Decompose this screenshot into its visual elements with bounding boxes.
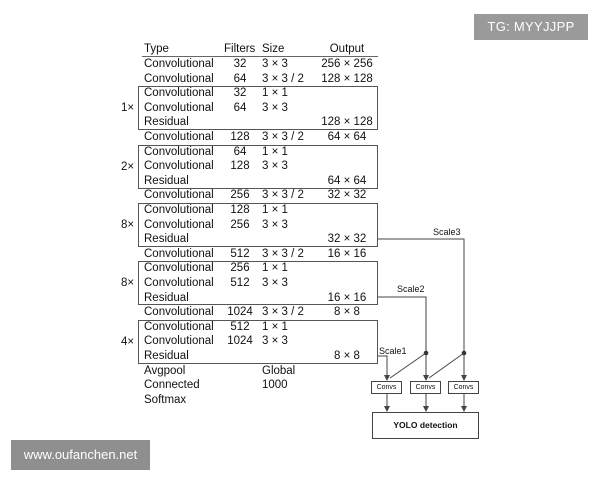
cell-output: 8 × 8 — [334, 306, 360, 319]
scale2-label: Scale2 — [397, 284, 425, 294]
cell-type: Residual — [144, 174, 189, 187]
multiplier-1: 1× — [121, 102, 135, 114]
header-output: Output — [329, 43, 365, 55]
cell-type: Connected — [144, 379, 200, 392]
cell-size: 1 × 1 — [262, 87, 288, 100]
cell-size: 3 × 3 — [262, 101, 288, 114]
multiplier-5: 4× — [121, 336, 135, 348]
cell-filters: 256 — [230, 189, 250, 202]
cell-size: Global — [262, 364, 296, 377]
cell-output: 128 × 128 — [321, 72, 373, 85]
cell-size: 1000 — [262, 379, 288, 392]
yolo-detection-box: YOLO detection — [372, 412, 479, 439]
cell-type: Convolutional — [144, 277, 214, 289]
multiplier-4: 8× — [121, 277, 135, 289]
cell-size: 3 × 3 — [262, 335, 288, 348]
cell-type: Convolutional — [144, 131, 214, 143]
cell-type: Convolutional — [144, 160, 214, 173]
watermark-top-right: TG: MYYJJPP — [474, 14, 588, 40]
cell-type: Convolutional — [144, 145, 214, 158]
cell-type: Convolutional — [144, 58, 214, 70]
cell-size: 3 × 3 / 2 — [262, 72, 304, 85]
cell-size: 3 × 3 — [262, 160, 288, 173]
multiplier-2: 2× — [121, 161, 135, 173]
cell-type: Residual — [144, 291, 189, 304]
cell-output: 64 × 64 — [327, 131, 367, 143]
cell-size: 3 × 3 — [262, 218, 288, 231]
cell-type: Residual — [144, 233, 189, 246]
cell-type: Convolutional — [144, 72, 214, 85]
watermark-bottom-left: www.oufanchen.net — [11, 440, 150, 470]
cell-output: 8 × 8 — [334, 350, 360, 362]
cell-filters: 512 — [230, 247, 250, 260]
cell-type: Convolutional — [144, 101, 214, 114]
cell-filters: 512 — [230, 320, 250, 333]
header-filters: Filters — [224, 43, 256, 55]
cell-type: Residual — [144, 116, 189, 129]
cell-type: Convolutional — [144, 320, 214, 333]
cell-type: Convolutional — [144, 218, 214, 231]
cell-type: Convolutional — [144, 335, 214, 348]
cell-filters: 1024 — [227, 306, 253, 319]
cell-type: Softmax — [144, 393, 187, 406]
cell-filters: 1024 — [227, 335, 253, 348]
cell-type: Avgpool — [144, 364, 186, 377]
cell-size: 3 × 3 — [262, 277, 288, 289]
cell-type: Convolutional — [144, 247, 214, 260]
cell-filters: 64 — [233, 145, 247, 158]
cell-output: 128 × 128 — [321, 116, 373, 129]
cell-filters: 32 — [233, 87, 247, 100]
cell-size: 1 × 1 — [262, 145, 288, 158]
scale1-label: Scale1 — [379, 346, 407, 356]
cell-filters: 32 — [233, 58, 247, 70]
cell-filters: 128 — [230, 204, 250, 216]
cell-filters: 64 — [233, 72, 247, 85]
cell-size: 3 × 3 / 2 — [262, 131, 304, 143]
cell-type: Convolutional — [144, 262, 214, 275]
cell-type: Convolutional — [144, 87, 214, 100]
cell-size: 3 × 3 / 2 — [262, 306, 304, 319]
header-type: Type — [144, 43, 169, 55]
scale3-label: Scale3 — [433, 227, 461, 237]
cell-filters: 128 — [230, 160, 250, 173]
cell-filters: 128 — [230, 131, 250, 143]
cell-output: 16 × 16 — [327, 291, 367, 304]
cell-filters: 256 — [230, 262, 250, 275]
cell-type: Convolutional — [144, 306, 214, 319]
cell-size: 1 × 1 — [262, 204, 288, 216]
cell-type: Convolutional — [144, 204, 214, 216]
cell-output: 32 × 32 — [327, 189, 367, 202]
cell-size: 3 × 3 / 2 — [262, 189, 304, 202]
cell-output: 16 × 16 — [327, 247, 367, 260]
cell-size: 1 × 1 — [262, 262, 288, 275]
cell-type: Residual — [144, 350, 189, 362]
header-size: Size — [262, 43, 285, 55]
cell-filters: 64 — [233, 101, 247, 114]
convs-box-2: Convs — [410, 381, 441, 394]
convs-box-3: Convs — [448, 381, 479, 394]
cell-output: 64 × 64 — [327, 174, 367, 187]
convs-box-1: Convs — [371, 381, 402, 394]
cell-size: 1 × 1 — [262, 320, 288, 333]
cell-size: 3 × 3 — [262, 58, 288, 70]
cell-size: 3 × 3 / 2 — [262, 247, 304, 260]
cell-output: 32 × 32 — [327, 233, 367, 246]
cell-filters: 256 — [230, 218, 250, 231]
multiplier-3: 8× — [121, 219, 135, 231]
cell-type: Convolutional — [144, 189, 214, 202]
cell-filters: 512 — [230, 277, 250, 289]
cell-output: 256 × 256 — [321, 58, 373, 70]
